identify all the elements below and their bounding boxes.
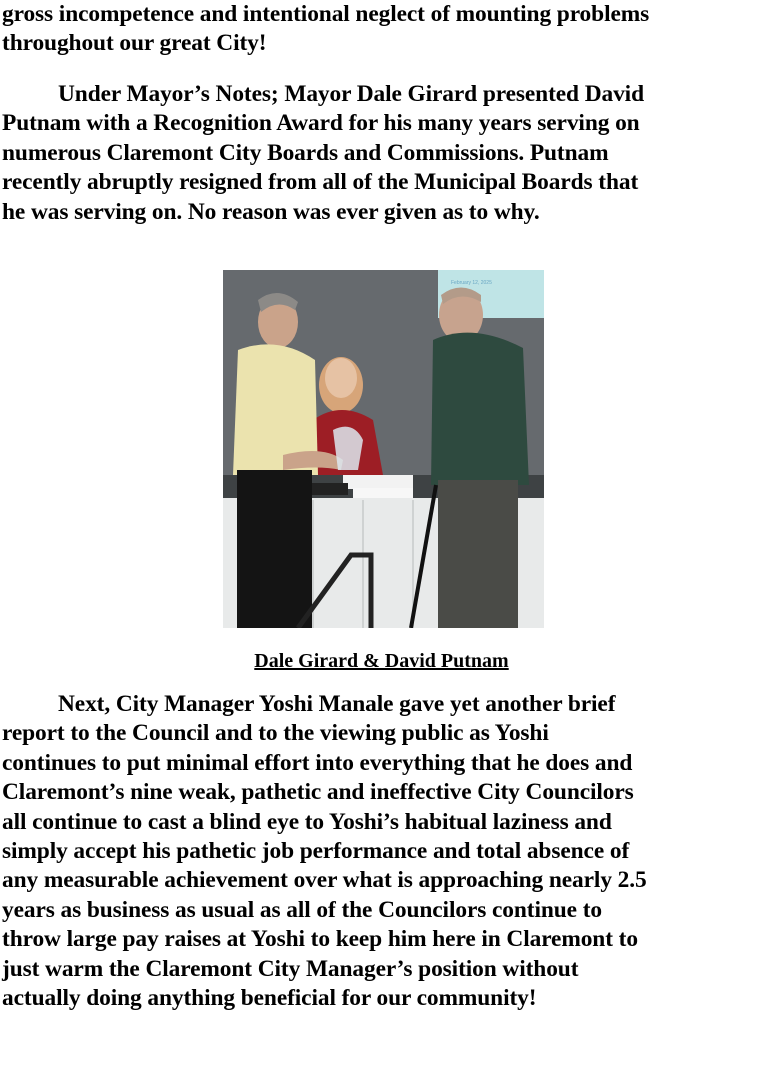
text-line: years as business as usual as all of the Councilors continue to — [2, 896, 602, 923]
text-line: recently abruptly resigned from all of the Municipal Boards that — [2, 169, 639, 196]
text-line: any measurable achievement over what is approaching nearly 2.5 — [2, 867, 647, 894]
text-line: actually doing anything beneficial for our community! — [2, 985, 537, 1012]
text-line: simply accept his pathetic job performance and total absence of — [2, 838, 630, 865]
paragraph-intro — [2, 0, 763, 59]
text-line: Claremont’s nine weak, pathetic and ineffective City Councilors — [2, 779, 634, 806]
text-line: throughout our great City! — [2, 30, 267, 57]
photo-award-presentation — [223, 270, 544, 628]
text-line: Putnam with a Recognition Award for his many years serving on — [2, 110, 640, 137]
text-line: throw large pay raises at Yoshi to keep him here in Claremont to — [2, 926, 638, 953]
photo-illustration — [223, 270, 544, 628]
screen-text: February 12, 2025 — [451, 280, 492, 286]
text-line: Under Mayor’s Notes; Mayor Dale Girard presented David — [58, 81, 644, 107]
paragraph-mayors-notes — [2, 80, 763, 227]
photo-caption: Dale Girard & David Putnam — [254, 650, 509, 672]
text-line: numerous Claremont City Boards and Commissions. Putnam — [2, 139, 609, 166]
paragraph-city-manager — [2, 690, 763, 1013]
text-line: just warm the Claremont City Manager’s position without — [2, 955, 579, 982]
text-line: he was serving on. No reason was ever given as to why. — [2, 198, 540, 225]
text-line: report to the Council and to the viewing public as Yoshi — [2, 720, 549, 747]
text-line: gross incompetence and intentional neglect of mounting problems — [2, 1, 650, 27]
text-line: continues to put minimal effort into everything that he does and — [2, 749, 633, 776]
text-line: Next, City Manager Yoshi Manale gave yet another brief — [58, 691, 616, 717]
text-line: all continue to cast a blind eye to Yoshi’s habitual laziness and — [2, 808, 612, 835]
